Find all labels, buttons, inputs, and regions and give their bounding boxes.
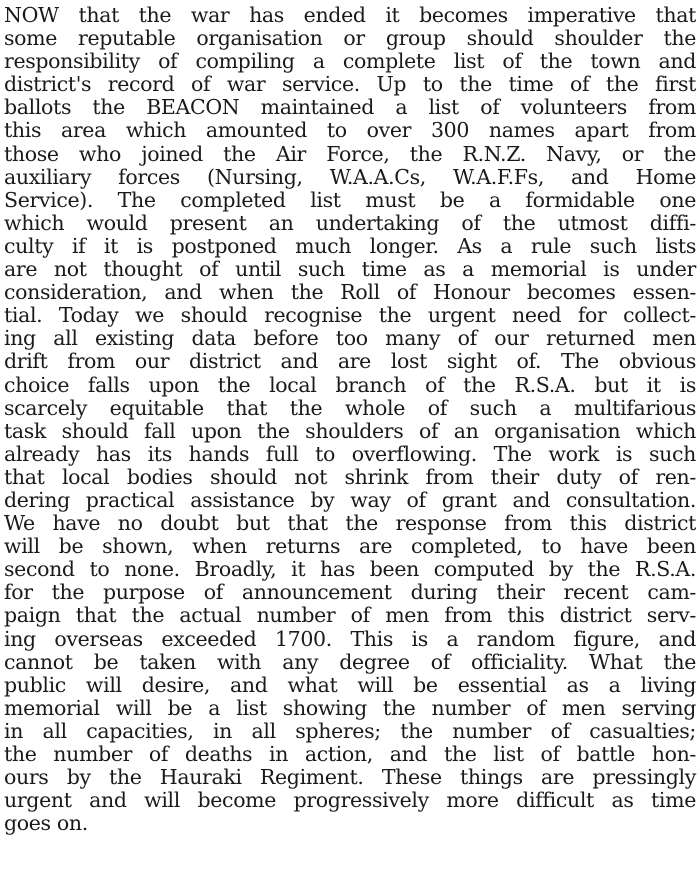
article-line: the number of deaths in action, and the list of battle hon- (4, 742, 696, 766)
article-line: culty if it is postponed much longer. As a rule such lists (4, 233, 696, 258)
editorial-article (4, 4, 696, 835)
article-line: choice falls upon the local branch of the R.S.A. but it is (4, 372, 696, 397)
article-line: will be shown, when returns are completed, to have been (4, 534, 696, 559)
article-line: public will desire, and what will be essential as a living (4, 672, 696, 697)
article-line: drift from our district and are lost sight of. The obvious (4, 349, 696, 374)
article-line: cannot be taken with any degree of officiality. What the (4, 649, 696, 674)
article-line: We have no doubt but that the response from this district (4, 511, 696, 536)
article-line-last: goes on. (4, 811, 88, 836)
article-line: in all capacities, in all spheres; the number of casualties; (4, 718, 696, 743)
article-line: urgent and will become progressively more difficult as time (4, 788, 696, 813)
article-line: ours by the Hauraki Regiment. These things are pressingly (4, 765, 696, 790)
article-line: ing overseas exceeded 1700. This is a random figure, and (4, 626, 696, 651)
article-line: Service). The completed list must be a formidable one (4, 187, 696, 212)
article-line: for the purpose of announcement during their recent cam- (4, 580, 696, 605)
article-line: are not thought of until such time as a memorial is under (4, 257, 696, 282)
article-line: NOW that the war has ended it becomes imperative that (4, 3, 696, 27)
article-line: already has its hands full to overflowing. The work is such (4, 441, 696, 466)
article-line: that local bodies should not shrink from their duty of ren- (4, 464, 696, 489)
article-line: responsibility of compiling a complete list of the town and (4, 49, 696, 74)
article-line: task should fall upon the shoulders of an organisation which (4, 418, 696, 443)
article-line: district's record of war service. Up to the time of the first (4, 72, 696, 97)
article-line: scarcely equitable that the whole of such a multifarious (4, 395, 696, 420)
article-line: second to none. Broadly, it has been computed by the R.S.A. (4, 557, 696, 582)
article-line: this area which amounted to over 300 names apart from (4, 118, 696, 143)
article-line: consideration, and when the Roll of Honour becomes essen- (4, 280, 696, 305)
article-line: paign that the actual number of men from this district serv- (4, 603, 696, 628)
article-line: some reputable organisation or group should shoulder the (4, 26, 696, 51)
article-line: dering practical assistance by way of grant and consultation. (4, 487, 696, 512)
article-line: ing all existing data before too many of our returned men (4, 326, 696, 351)
article-line: which would present an undertaking of the utmost diffi- (4, 210, 696, 235)
article-line: tial. Today we should recognise the urgent need for collect- (4, 303, 696, 328)
article-line: memorial will be a list showing the number of men serving (4, 695, 696, 720)
article-line: those who joined the Air Force, the R.N.Z. Navy, or the (4, 141, 696, 166)
article-line: ballots the BEACON maintained a list of volunteers from (4, 95, 696, 120)
article-line: auxiliary forces (Nursing, W.A.A.Cs, W.A.F.Fs, and Home (4, 164, 696, 189)
